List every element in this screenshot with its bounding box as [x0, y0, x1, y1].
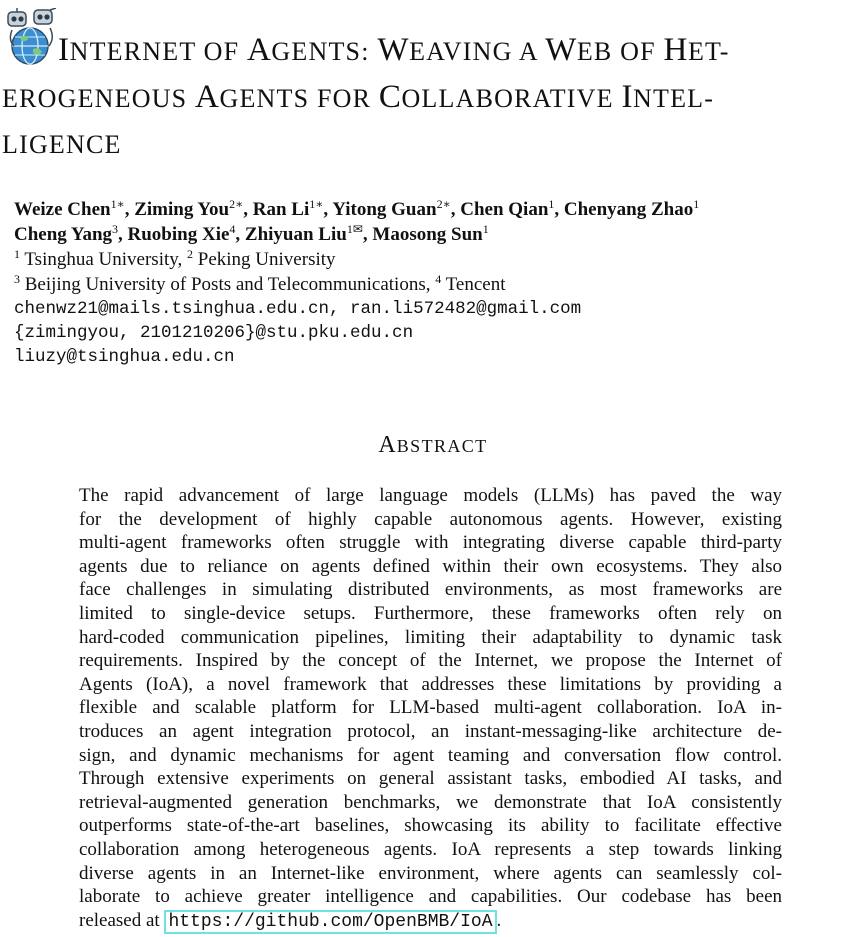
abstract-line: Through extensive experiments on general assistant tasks, embodied AI tasks, and — [79, 768, 782, 790]
robots-globe-icon — [2, 8, 60, 68]
abstract-line: sign, and dynamic mechanisms for agent teaming and conversation flow control. — [79, 744, 782, 766]
abstract-line: flexible and scalable platform for LLM-based multi-agent collaboration. IoA in- — [79, 697, 782, 719]
abstract-line: multi-agent frameworks often struggle with integrating diverse capable third-party — [79, 532, 782, 554]
abstract-line: Agents (IoA), a novel framework that addresses these limitations by providing a — [79, 673, 782, 695]
abstract-body — [79, 484, 782, 932]
title-line-3: LIGENCE — [2, 130, 122, 159]
author-name: Chen Qian — [460, 199, 549, 220]
abstract-line: outperforms state-of-the-art baselines, showcasing its ability to facilitate effective — [79, 815, 782, 837]
author-name: Ziming You — [134, 199, 230, 220]
author-name: Yitong Guan — [332, 199, 437, 220]
abstract-line: limited to single-device setups. Furthermore, these frameworks often rely on — [79, 602, 782, 624]
abstract-line: retrieval-augmented generation benchmarks, we demonstrate that IoA consistently — [79, 791, 782, 813]
author-name: Maosong Sun — [372, 224, 483, 245]
author-line-1: Weize Chen$^{1∗}$, Ziming You$^{2∗}$, Ran $Li^{1∗}$, Yitong Guan$^{2∗}$, Chen Qian$^1$, Chenyang Zhao$^1$ — [14, 197, 700, 220]
author-name: Ruobing Xie — [127, 224, 230, 245]
abstract-line: The rapid advancement of large language models (LLMs) has paved the way — [79, 485, 782, 506]
author-name: Ran Li — [252, 199, 310, 220]
abstract-line: hard-coded communication pipelines, limiting their adaptability to dynamic task — [79, 626, 782, 648]
abstract-last-line: released at https://github.com/OpenBMB/IoA . — [79, 909, 502, 932]
author-block — [14, 197, 864, 369]
abstract-line: requirements. Inspired by the concept of the Internet, we propose the Internet of — [79, 650, 782, 672]
email-line: liuzy@tsinghua.edu.cn — [14, 347, 235, 367]
author-name: Cheng Yang — [14, 224, 113, 245]
author-name: Chenyang Zhao — [563, 199, 694, 220]
abstract-line: agents due to reliance on agents defined within their own ecosystems. They also — [79, 555, 782, 577]
abstract-line: face challenges in simulating distributed environments, as most frameworks are — [79, 579, 782, 601]
title-line-1: INTERNET OF AGENTS: WEAVING A WEB OF HET- — [58, 32, 730, 68]
abstract-line: collaboration among heterogeneous agents. IoA represents a step towards linking — [79, 838, 782, 860]
author-line-2: Cheng Yang$^3$, Ruobing Xie$^4$, Zhiyuan Liu$^{1✉}$, Maosong Sun$^1$ — [14, 222, 489, 245]
codebase-link[interactable]: https://github.com/OpenBMB/IoA — [164, 910, 496, 934]
author-name: Zhiyuan Liu — [244, 224, 347, 245]
abstract-line: laborate to achieve greater intelligence and capabilities. Our codebase has been — [79, 886, 782, 908]
abstract-line: for the development of highly capable autonomous agents. However, existing — [79, 508, 782, 530]
email-line: chenwz21@mails.tsinghua.edu.cn, ran.li572482@gmail.com — [14, 299, 582, 319]
abstract-heading: ABSTRACT — [378, 432, 488, 458]
author-name: Weize Chen — [14, 199, 111, 220]
title-line-2: EROGENEOUS AGENTS FOR COLLABORATIVE INTEL- — [2, 79, 715, 115]
email-line: {zimingyou, 2101210206}@stu.pku.edu.cn — [14, 323, 414, 343]
affiliation-line-1: $^1$ Tsinghua University, $^2$ Peking University — [14, 247, 336, 270]
abstract-line: troduces an agent integration protocol, an instant-messaging-like architecture de- — [79, 720, 782, 742]
abstract-line: diverse agents in an Internet-like environment, where agents can seamlessly col- — [79, 862, 782, 884]
affiliation-line-2: $^3$ Beijing University of Posts and Telecommunications, $^4$ Tencent — [14, 272, 506, 295]
